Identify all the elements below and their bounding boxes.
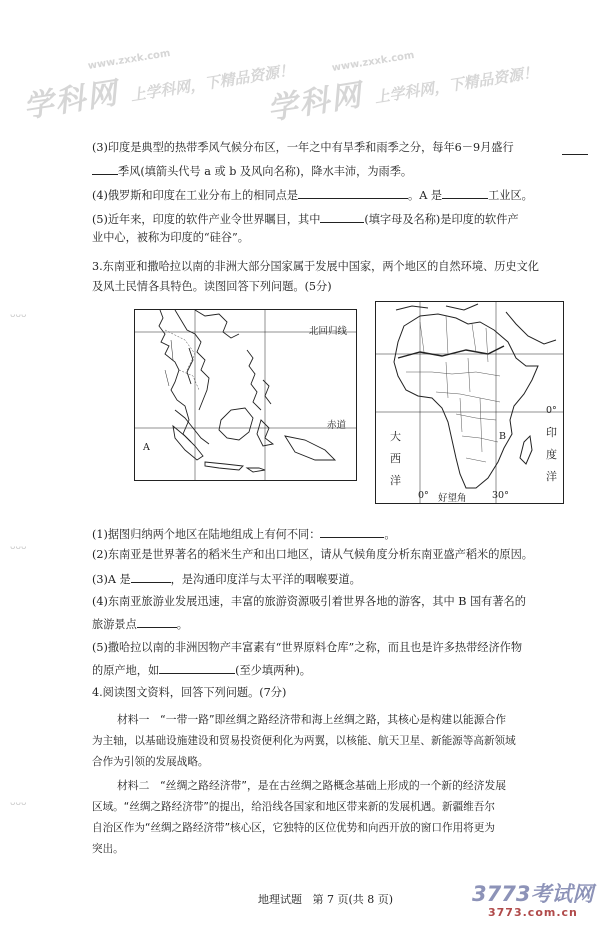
q3-p5-line2: 的原产地，如 (至少填两种)。 — [92, 664, 311, 677]
page-footer — [258, 891, 393, 907]
watermark-url: www.zxxk.com — [331, 50, 416, 74]
q3-p3: (3)A 是 ，是沟通印度洋与太平洋的咽喉要道。 — [92, 573, 361, 586]
watermark-left — [18, 29, 296, 126]
q3-p4-line2: 旅游景点 。 — [92, 618, 188, 631]
corner-logo-url: 3773.com.cn — [488, 906, 578, 919]
country-b-label: B — [499, 431, 506, 442]
answer-blank[interactable] — [320, 211, 364, 223]
watermark-right — [262, 31, 540, 128]
corner-logo-brand: 3773考试网 — [472, 882, 594, 906]
q2-p4: (4)俄罗斯和印度在工业分布上的相同点是 。A 是 工业区。 — [92, 189, 533, 202]
watermark-slogan: 上学科网，下精品资源！ — [373, 62, 540, 107]
atlantic-ocean-label: 大 西 洋 — [390, 430, 401, 487]
q4-material1-line3: 合作为引领的发展战略。 — [92, 756, 209, 768]
q4-material1-line2: 为主轴，以基础设施建设和贸易投资便利化为两翼，以核能、航天卫星、新能源等高新领域 — [92, 735, 516, 747]
binding-mark: ᴗᴗᴗ — [10, 542, 27, 552]
footer-page-number: 第 7 页(共 8 页) — [312, 893, 394, 906]
q2-p3-line2: 季风(填箭头代号 a 或 b 及风向名称)，降水丰沛，为雨季。 — [92, 163, 412, 179]
watermark-logo: 学科网 — [20, 75, 122, 126]
answer-blank[interactable] — [442, 187, 488, 199]
answer-blank[interactable] — [159, 662, 235, 674]
cape-of-good-hope-label: 好望角 — [438, 493, 467, 504]
africa-map-drawing — [376, 302, 563, 503]
answer-blank[interactable] — [92, 163, 118, 175]
q4-material2-line2: 区域。“丝绸之路经济带”的提出，给沿线各国家和地区带来新的发展机遇。新疆维吾尔 — [92, 801, 495, 813]
q4-material2-line3: 自治区作为“丝绸之路经济带”核心区，它独特的区位优势和向西开放的窗口作用将更为 — [92, 822, 495, 834]
q3-p4-line1: (4)东南亚旅游业发展迅速，丰富的旅游资源吸引着世界各地的游客，其中 B 国有著名的 — [92, 595, 526, 608]
q2-p5-line2: 业中心，被称为印度的“硅谷”。 — [92, 231, 249, 244]
q4-material1-line1: 材料一 “一带一路”即丝绸之路经济带和海上丝绸之路，其核心是构建以能源合作 — [117, 713, 507, 726]
zero-longitude-label: 0° — [418, 490, 429, 501]
binding-mark: ᴗᴗᴗ — [10, 310, 27, 320]
q3-p5-line1: (5)撒哈拉以南的非洲因物产丰富素有“世界原料仓库”之称，而且也是许多热带经济作物 — [92, 641, 523, 654]
strait-a-label: A — [143, 442, 150, 453]
tropic-of-cancer-label: 北回归线 — [309, 326, 348, 337]
footer-subject: 地理试题 — [258, 893, 302, 906]
africa-map — [375, 301, 564, 504]
q2-p3-line1: (3)印度是典型的热带季风气候分布区，一年之中有旱季和雨季之分，每年6－9月盛行 — [92, 141, 514, 154]
binding-mark: ᴗᴗᴗ — [10, 798, 27, 808]
q3-p2: (2)东南亚是世界著名的稻米生产和出口地区，请从气候角度分析东南亚盛产稻米的原因。 — [92, 548, 533, 561]
q3-intro-line1: 3.东南亚和撒哈拉以南的非洲大部分国家属于发展中国家，两个地区的自然环境、历史文化 — [92, 260, 539, 273]
answer-blank[interactable] — [137, 616, 177, 628]
equator-label: 赤道 — [327, 420, 347, 431]
zero-latitude-label: 0° — [546, 405, 557, 416]
q4-material2-line1: 材料二 “丝绸之路经济带”，是在古丝绸之路概念基础上形成的一个新的经济发展 — [117, 779, 507, 792]
watermark-url: www.zxxk.com — [87, 48, 172, 72]
q4-material2-line4: 突出。 — [92, 843, 124, 855]
answer-blank[interactable] — [131, 571, 171, 583]
answer-blank[interactable] — [320, 526, 384, 538]
answer-blank[interactable] — [298, 187, 408, 199]
q3-p1: (1)据图归纳两个地区在陆地组成上有何不同： 。 — [92, 528, 396, 541]
q3-intro-line2: 及风土民情各具特色。读图回答下列问题。(5分) — [92, 280, 332, 293]
southeast-asia-map — [134, 309, 357, 481]
indian-ocean-label: 印 度 洋 — [546, 426, 557, 483]
thirty-degree-label: 30° — [492, 490, 509, 501]
watermark-slogan: 上学科网，下精品资源！ — [129, 60, 296, 105]
q4-intro: 4.阅读图文资料，回答下列问题。(7分) — [92, 686, 287, 699]
answer-blank[interactable] — [562, 143, 588, 155]
q2-p5-line1: (5)近年来，印度的软件产业令世界瞩目，其中 (填字母及名称)是印度的软件产 — [92, 213, 519, 226]
watermark-logo: 学科网 — [264, 77, 366, 128]
